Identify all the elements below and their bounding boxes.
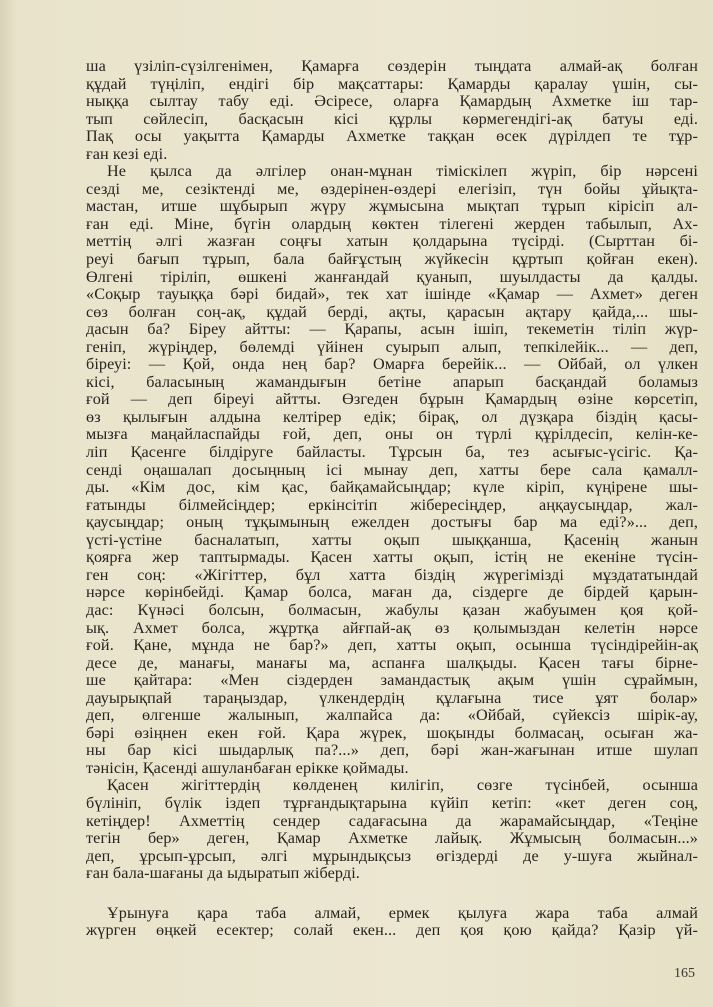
text-line: Өлгені тіріліп, өшкені жанғандай қуанып, шуылдасты да қалды. — [86, 267, 698, 286]
text-line: тып сөйлесіп, басқасын кісі құрлы көрмегендігі-ақ батуы еді. — [86, 109, 698, 128]
text-line: ық. Ахмет болса, жұртқа айғпай-ақ өз қолымыздан келетін нәрсе — [86, 618, 698, 637]
text-line: мастан, итше шұбырып жүру жұмысына мықтап тұрып кірісіп ал- — [86, 197, 698, 216]
paragraph — [86, 163, 698, 777]
text-line: қаусыңдар; оның тұқымының ежелден достығы бар ма еді?»... деп, — [86, 513, 698, 532]
text-line: Пақ осы уақытта Қамарды Ахметке таққан өсек дүрілдеп те тұр- — [86, 127, 698, 146]
text-line: Қасен жігіттердің көлденең килігіп, сөзге түсінбей, осынша — [107, 776, 698, 795]
text-line: біреуі: — Қой, онда нең бар? Омарға берейік... — Ойбай, ол үлкен — [86, 355, 698, 374]
text-line: деп, ұрсып-ұрсып, әлгі мұрындықсыз өгіздерді де у-шуға жыйнал- — [86, 846, 698, 865]
text-line: бәрі өзіңнен екен ғой. Қара жүрек, шоқынды болмасаң, осыған жа- — [86, 723, 698, 742]
text-line: ған бала-шағаны да ыдыратып жіберді. — [86, 864, 360, 883]
page-number: 165 — [674, 966, 695, 981]
text-line: сөз болған соң-ақ, құдай берді, ақты, қарасын ақтару қайда,... шы- — [86, 302, 698, 321]
text-line: кетіңдер! Ахметтің сендер садағасына да жарамайсыңдар, «Теңіне — [86, 811, 698, 830]
paragraph — [86, 58, 698, 163]
text-line: ғой. Қане, мұнда не бар?» деп, хатты оқып, осынша түсіндірейін-ақ — [86, 636, 698, 655]
text-line: реуі бағып тұрып, бала байғұстың жүйкесін құртып қойған екен). — [86, 250, 698, 269]
text-line: бүлініп, бүлік іздеп тұрғандықтарына күйіп кетіп: «кет деген соң, — [86, 793, 698, 812]
paragraph — [86, 905, 698, 940]
paragraph — [86, 777, 698, 882]
text-line: ған еді. Міне, бүгін олардың көктен тілегені жерден табылып, Ах- — [86, 214, 698, 233]
text-line: ген соң: «Жігіттер, бұл хатта біздің жүрегімізді мұздататындай — [86, 565, 698, 584]
text-line: дасын ба? Біреу айтты: — Қарапы, асын ішіп, текеметін тіліп жүр- — [86, 320, 698, 339]
text-line: деп, өлгенше жалынып, жалпайса да: «Ойбай, сүйексіз шірік-ау, — [86, 706, 698, 725]
text-line: өз қылығын алдына келтірер едік; бірақ, ол дүзқара біздің қасы- — [86, 407, 698, 426]
text-line: тегін бер» деген, Қамар Ахметке лайық. Жұмысың болмасын...» — [86, 829, 698, 848]
text-line: сезді ме, сезіктенді ме, өздерінен-өздері елегізіп, түн бойы ұйықта- — [86, 179, 698, 198]
text-line: үсті-үстіне басналатып, хатты оқып шыққанша, Қасенің жанын — [86, 530, 698, 549]
text-line: ған кезі еді. — [86, 144, 168, 163]
text-line: кісі, баласының жамандығын бетіне апарып басқандай боламыз — [86, 372, 698, 391]
text-line: десе де, манағы, манағы ма, аспанға шалқыды. Қасен тағы бірне- — [86, 653, 698, 672]
book-page-text — [86, 58, 698, 940]
text-line: ны бар кісі шыдарлық па?...» деп, бәрі жан-жағынан итше шулап — [86, 741, 698, 760]
text-line: Не қылса да әлгілер онан-мұнан тіміскілеп жүріп, бір нәрсені — [107, 162, 698, 181]
text-line: «Соқыр тауыққа бәрі бидай», тек хат ішінде «Қамар — Ахмет» деген — [86, 285, 698, 304]
text-line: құдай түңіліп, ендігі бір мақсаттары: Қамарды қаралау үшін, сы- — [86, 74, 698, 93]
text-line: ғой — деп біреуі айтты. Өзгеден бұрын Қамардың өзіне көрсетіп, — [86, 390, 698, 409]
text-line: дауырықпай тараңыздар, үлкендердің құлағына тисе ұят болар» — [86, 688, 698, 707]
text-line: Ұрынуға қара таба алмай, ермек қылуға жара таба алмай — [107, 903, 698, 922]
text-line: сенді оңашалап досыңның ісі мынау деп, хатты бере сала қамалл- — [86, 460, 698, 479]
text-line: ліп Қасенге білдіруге байласты. Тұрсын ба, тез асығыс-үсігіс. Қа- — [86, 443, 698, 462]
text-line: ды. «Кім дос, кім қас, байқамайсыңдар; күле кіріп, күңірене шы- — [86, 478, 698, 497]
text-line: жүрген өңкей есектер; солай екен... деп қоя қою қайда? Қазір үй- — [86, 921, 698, 940]
text-line: тәнісін, Қасенді ашуланбаған ерікке қоймады. — [86, 758, 409, 777]
text-line: ше қайтара: «Мен сіздерден замандастық ақым үшін сұраймын, — [86, 671, 698, 690]
text-line: мызға маңайласпайды ғой, деп, оны он түрлі құрілдесіп, келін-ке- — [86, 425, 698, 444]
text-line: геніп, жүріңдер, бөлемді үйінен суырып алып, тепкілейік... — деп, — [86, 337, 698, 356]
text-line: қоярға жер таптырмады. Қасен хатты оқып, істің не екеніне түсін- — [86, 548, 698, 567]
text-line: ғатынды білмейсіңдер; еркінсітіп жібересіңдер, аңқаусыңдар, жал- — [86, 495, 698, 514]
text-line: нәрсе көрінбейді. Қамар болса, маған да, сіздерге де бірдей қарын- — [86, 583, 698, 602]
text-line: меттің әлгі жазған соңғы хатын қолдарына түсірді. (Сырттан бі- — [86, 232, 698, 251]
text-line: ныққа сылтау табу еді. Әсіресе, оларға Қамардың Ахметке іш тар- — [86, 92, 698, 111]
text-line: ша үзіліп-сүзілгенімен, Қамарға сөздерін тыңдата алмай-ақ болған — [86, 57, 698, 75]
text-line: дас: Күнәсі болсын, болмасын, жабулы қазан жабуымен қоя қой- — [86, 600, 698, 619]
